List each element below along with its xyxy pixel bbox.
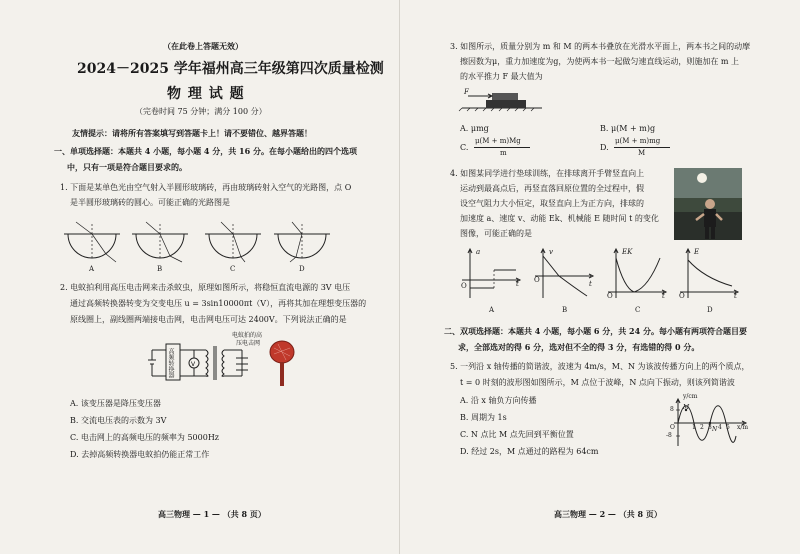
q4-graph-a-ylabel: a <box>476 248 481 256</box>
section1-heading: 一、单项选择题：本题共 4 小题，每小题 4 分，共 16 分。在每小题给出的四个选项 <box>54 146 357 156</box>
q2-option-b: B. 交流电压表的示数为 3V <box>70 416 167 425</box>
volleyball-photo <box>674 168 742 240</box>
q5-stem-2: t = 0 时刻的波形图如图所示，M 点位于波峰，N 点向下振动，则该列简谐波 <box>460 378 735 387</box>
q1-option-b: B <box>157 265 163 273</box>
q4-graph-b-ylabel: v <box>549 248 553 256</box>
q3-option-d-denominator: M <box>638 149 646 157</box>
q4-graph-c <box>608 248 668 302</box>
q3-force-label: F <box>464 88 469 96</box>
page-2 <box>400 0 800 554</box>
exam-time: （完卷时间 75 分钟；满分 100 分） <box>135 107 267 116</box>
q4-graph-d-origin: O <box>679 292 685 300</box>
footer-page-2: 高三物理 — 2 — （共 8 页） <box>554 509 662 519</box>
q5-graph-tick-4: 4 <box>718 424 722 431</box>
q3-stem-3: 的水平推力 F 最大值为 <box>460 72 543 81</box>
q5-graph-ylabel: y/cm <box>683 393 698 400</box>
q3-stem: 3. 如图所示，质量分别为 m 和 M 的两本书叠放在光滑水平面上，两本书之间的动摩 <box>450 42 751 51</box>
q1-diagram-a <box>62 222 122 262</box>
q3-stem-2: 擦因数为μ，重力加速度为g，为使两本书一起做匀速直线运动，则施加在 m 上 <box>460 57 739 66</box>
q4-graph-a-origin: O <box>461 282 467 290</box>
q4-stem-4: 加速度 a、速度 v、动能 Ek、机械能 E 随时间 t 的变化 <box>460 214 659 223</box>
q2-net-label-2: 压电击网 <box>236 340 261 347</box>
q5-option-a: A. 沿 x 轴负方向传播 <box>460 396 537 405</box>
q5-graph-point-m: M <box>683 404 690 411</box>
q3-option-c-denominator: m <box>500 149 507 157</box>
q5-graph-origin: O <box>670 424 675 431</box>
subject-title: 物 理 试 题 <box>167 86 245 102</box>
q3-option-a: A. μmg <box>460 124 489 133</box>
q4-graph-b <box>535 248 595 302</box>
q4-graph-c-origin: O <box>607 292 613 300</box>
q3-option-c-fraction-bar <box>474 147 530 148</box>
q1-diagram-b <box>130 222 190 262</box>
q1-stem-2: 是半圆形玻璃砖的圆心。可能正确的光路图是 <box>70 198 230 207</box>
q5-graph-tick-5: 5 <box>726 424 730 431</box>
q4-graph-a-option: A <box>489 306 495 314</box>
q4-stem-5: 图像，可能正确的是 <box>460 229 532 238</box>
q2-stem-3: 原线圈上，副线圈两端接电击网，电击网电压可达 2400V。下列说法正确的是 <box>70 315 347 324</box>
tips: 友情提示：请将所有答案填写到答题卡上！请不要错位、越界答题！ <box>72 128 312 138</box>
q5-graph-tick-1: 1 <box>692 424 696 431</box>
notice: （在此卷上答题无效） <box>163 41 243 51</box>
q4-graph-b-option: B <box>562 306 568 314</box>
q5-stem: 5. 一列沿 x 轴传播的简谐波，波速为 4m/s，M、N 为该波传播方向上的两个质点， <box>450 362 750 371</box>
q4-stem-2: 运动到最高点后，再竖直落回原位置的全过程中，假 <box>460 184 644 193</box>
q1-option-a: A <box>89 265 95 273</box>
q4-graph-b-origin: O <box>534 276 540 284</box>
q5-graph-y-bottom: -8 <box>666 432 672 439</box>
q5-graph-tick-2: 2 <box>700 424 704 431</box>
q1-diagram-c <box>203 222 263 262</box>
q2-option-a: A. 该变压器是降压变压器 <box>70 399 161 408</box>
q3-option-b: B. μ(M + m)g <box>600 124 656 133</box>
q1-diagram-d <box>272 222 332 262</box>
section2-heading-2: 求，全部选对的得 6 分，选对但不全的得 3 分，有选错的得 0 分。 <box>458 342 700 352</box>
q1-stem: 1. 下面是某单色光由空气射入半圆形玻璃砖，再由玻璃砖射入空气的光路图，点 O <box>60 183 352 192</box>
q5-graph-y-top: 8 <box>670 406 674 413</box>
q3-option-c-numerator: μ(M + m)Mg <box>475 137 521 145</box>
q4-graph-d <box>680 248 740 302</box>
q2-converter-label: 高频转换器 <box>167 348 174 378</box>
q3-books-diagram <box>462 88 542 110</box>
q5-graph-point-n: N <box>712 426 718 433</box>
q2-net-label: 电蚊拍的高 <box>232 332 263 339</box>
q4-graph-c-option: C <box>635 306 641 314</box>
section2-heading: 二、双项选择题：本题共 4 小题，每小题 6 分，共 24 分。每小题有两项符合题目要 <box>444 326 747 336</box>
q4-stem: 4. 如图某同学进行垫球训练，在排球离开手臂竖直向上 <box>450 169 645 178</box>
q4-graph-c-xlabel: t <box>662 292 665 300</box>
q5-graph-xlabel: x/m <box>737 424 749 431</box>
footer-page-1: 高三物理 — 1 — （共 8 页） <box>158 509 266 519</box>
q4-stem-3: 设空气阻力大小恒定，取竖直向上为正方向，排球的 <box>460 199 644 208</box>
q5-option-c: C. N 点比 M 点先回到平衡位置 <box>460 430 574 439</box>
q5-option-d: D. 经过 2s，M 点通过的路程为 64cm <box>460 447 599 456</box>
q4-graph-c-ylabel: EK <box>622 248 633 256</box>
q3-option-d-numerator: μ(M + m)mg <box>615 137 661 145</box>
mosquito-swatter-image <box>268 340 296 388</box>
section1-heading-2: 中，只有一项是符合题目要求的。 <box>67 162 187 172</box>
q4-graph-a <box>462 248 522 302</box>
q2-stem-2: 通过高频转换器转变为交变电压 u = 3sin10000πt（V），再将其加在理想变压器的 <box>70 299 367 308</box>
q5-graph-tick-3: 3 <box>708 424 712 431</box>
q4-graph-d-ylabel: E <box>694 248 700 256</box>
q2-stem: 2. 电蚊拍利用高压电击网来击杀蚊虫，原理如图所示，将稳恒直流电源的 3V 电压 <box>60 283 351 292</box>
q3-option-d-prefix: D. <box>600 143 609 152</box>
q4-graph-b-xlabel: t <box>589 280 592 288</box>
q5-wave-graph <box>670 398 748 448</box>
q4-graph-d-xlabel: t <box>734 292 737 300</box>
q3-option-c-prefix: C. <box>460 143 469 152</box>
q4-graph-a-xlabel: t <box>516 280 519 288</box>
q2-option-c: C. 电击网上的高频电压的频率为 5000Hz <box>70 433 220 442</box>
q4-graph-d-option: D <box>707 306 713 314</box>
q5-option-b: B. 周期为 1s <box>460 413 507 422</box>
svg-text:V: V <box>191 361 196 368</box>
q3-option-d-fraction-bar <box>614 147 670 148</box>
q1-option-d: D <box>299 265 305 273</box>
q1-option-c: C <box>230 265 236 273</box>
exam-title: 2024－2025 学年福州高三年级第四次质量检测 <box>77 61 384 77</box>
q2-option-d: D. 去掉高频转换器电蚊拍仍能正常工作 <box>70 450 210 459</box>
